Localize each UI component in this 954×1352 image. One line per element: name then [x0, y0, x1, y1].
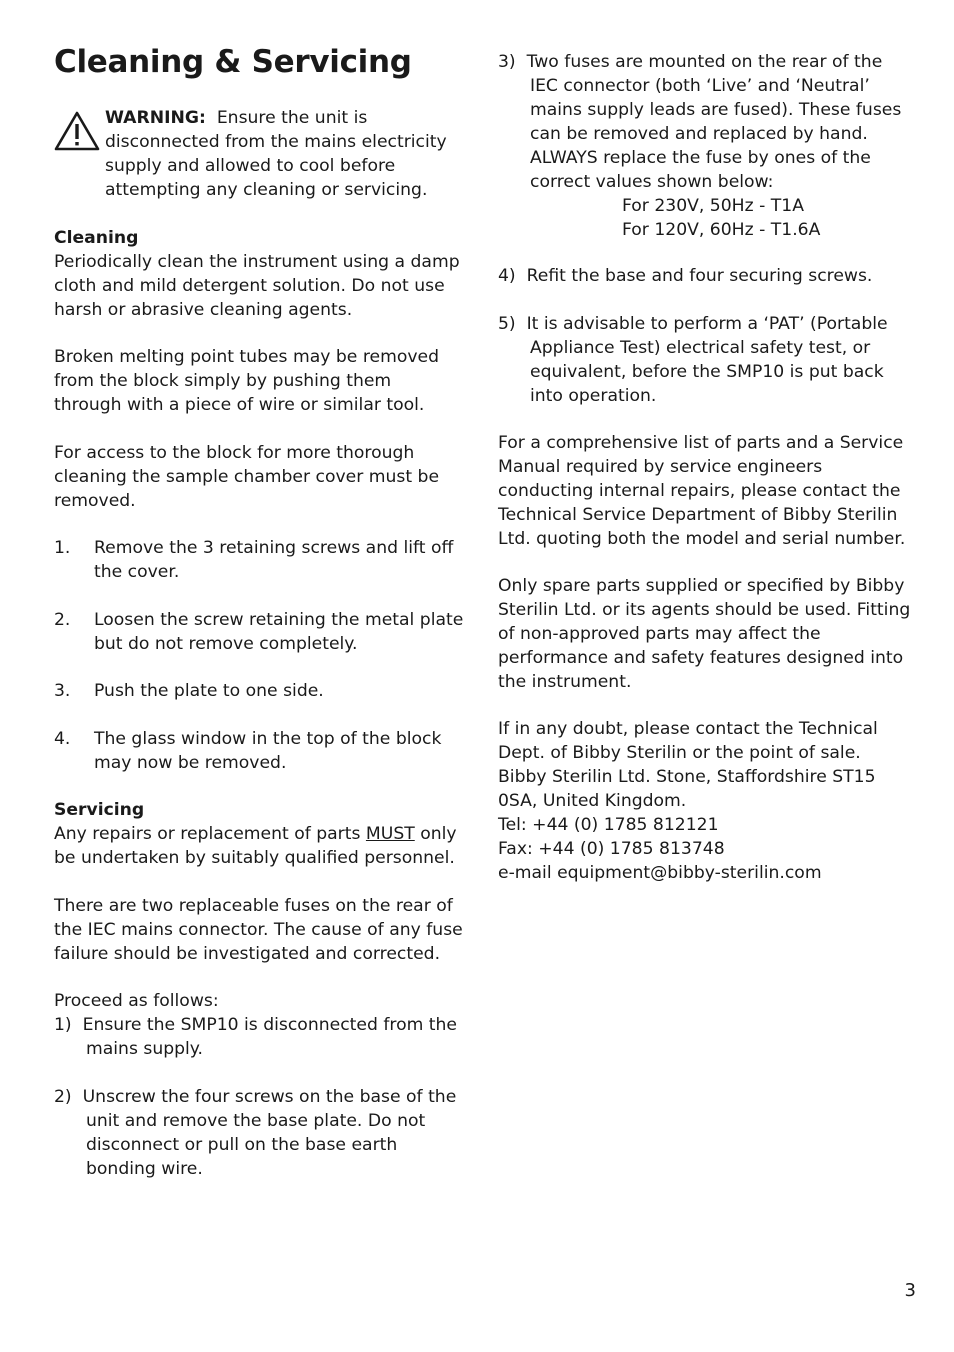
cleaning-para-2: Broken melting point tubes may be removed from the block simply by pushing them through with a piece of wire or similar tool. — [54, 347, 440, 415]
servicing-section — [54, 798, 464, 870]
servicing-step-5 — [498, 312, 913, 408]
fuse-value-120v: For 120V, 60Hz - T1.6A — [622, 220, 821, 240]
cleaning-para-1: Periodically clean the instrument using a damp cloth and mild detergent solution. Do not use harsh or abrasive cleaning agents. — [54, 252, 460, 320]
proceed-section — [54, 989, 464, 1061]
step-text: Unscrew the four screws on the base of the unit and remove the base plate. Do not disconnect or pull on the base earth bonding wire. — [82, 1087, 457, 1179]
page-title: Cleaning & Servicing — [54, 44, 412, 80]
step-text: Push the plate to one side. — [94, 681, 324, 701]
servicing-para-1-start: Any repairs or replacement of parts — [54, 824, 366, 844]
contact-fax: Fax: +44 (0) 1785 813748 — [498, 839, 725, 859]
servicing-step-1 — [54, 1013, 464, 1061]
cleaning-section — [54, 226, 464, 322]
step-number: 3. — [54, 681, 71, 701]
step-number: 5) — [498, 314, 516, 334]
servicing-step-3-block — [498, 50, 913, 242]
step-text: The glass window in the top of the block may now be removed. — [94, 729, 442, 773]
servicing-step-4 — [498, 264, 913, 288]
proceed-label: Proceed as follows: — [54, 991, 219, 1011]
servicing-step-2 — [54, 1085, 464, 1181]
servicing-para-1 — [54, 822, 464, 870]
spares-paragraph: Only spare parts supplied or specified by Bibby Sterilin Ltd. or its agents should be used. Fitting of non-approved parts may affect the performance and safety features designed into the instrument. — [498, 576, 911, 692]
step-text: Loosen the screw retaining the metal plate but do not remove completely. — [94, 610, 464, 654]
step-number: 1) — [54, 1015, 72, 1035]
warning-label: WARNING: — [105, 108, 206, 128]
step-text: Remove the 3 retaining screws and lift off the cover. — [94, 538, 454, 582]
servicing-step-3 — [498, 50, 913, 194]
step-number: 2) — [54, 1087, 72, 1107]
step-text: Ensure the SMP10 is disconnected from the mains supply. — [82, 1015, 457, 1059]
servicing-emphasis: MUST — [365, 824, 415, 844]
warning-block — [54, 106, 464, 202]
cleaning-para-3: For access to the block for more thorough cleaning the sample chamber cover must be removed. — [54, 443, 440, 511]
warning-text — [105, 106, 464, 202]
parts-paragraph: For a comprehensive list of parts and a Service Manual required by service engineers conducting internal repairs, please contact the Technical Service Department of Bibby Sterilin Ltd. quoting both the model and serial number. — [498, 433, 906, 549]
contact-intro: If in any doubt, please contact the Technical Dept. of Bibby Sterilin or the point of sale. — [498, 719, 878, 763]
cleaning-step-2 — [54, 608, 464, 656]
step-number: 4. — [54, 729, 71, 749]
cleaning-step-1 — [54, 536, 464, 584]
cleaning-step-3 — [54, 679, 464, 703]
page-number: 3 — [904, 1280, 916, 1301]
contact-address: Bibby Sterilin Ltd. Stone, Staffordshire ST15 0SA, United Kingdom. — [498, 767, 876, 811]
contact-block — [498, 717, 913, 885]
servicing-para-2: There are two replaceable fuses on the rear of the IEC mains connector. The cause of any fuse failure should be investigated and corrected. — [54, 896, 463, 964]
step-text: It is advisable to perform a ‘PAT’ (Portable Appliance Test) electrical safety test, or equivalent, before the SMP10 is put back into operation. — [526, 314, 888, 406]
cleaning-step-4 — [54, 727, 464, 775]
contact-tel: Tel: +44 (0) 1785 812121 — [498, 815, 719, 835]
step-number: 3) — [498, 52, 516, 72]
warning-triangle-icon — [54, 111, 100, 151]
step-number: 2. — [54, 610, 71, 630]
warning-message: Ensure the unit is disconnected from the mains electricity supply and allowed to cool before attempting any cleaning or servicing. — [105, 108, 447, 200]
servicing-para-1-end: only be undertaken by suitably qualified personnel. — [54, 824, 457, 868]
contact-email: e-mail equipment@bibby-sterilin.com — [498, 863, 822, 883]
cleaning-heading: Cleaning — [54, 228, 139, 248]
step-text: Two fuses are mounted on the rear of the IEC connector (both ‘Live’ and ‘Neutral’ mains supply leads are fused). These fuses can be removed and replaced by hand. ALWAYS replace the fuse by ones of the correct values shown below: — [526, 52, 902, 192]
step-text: Refit the base and four securing screws. — [526, 266, 873, 286]
step-number: 1. — [54, 538, 71, 558]
fuse-value-230v: For 230V, 50Hz - T1A — [622, 196, 804, 216]
servicing-heading: Servicing — [54, 800, 145, 820]
step-number: 4) — [498, 266, 516, 286]
